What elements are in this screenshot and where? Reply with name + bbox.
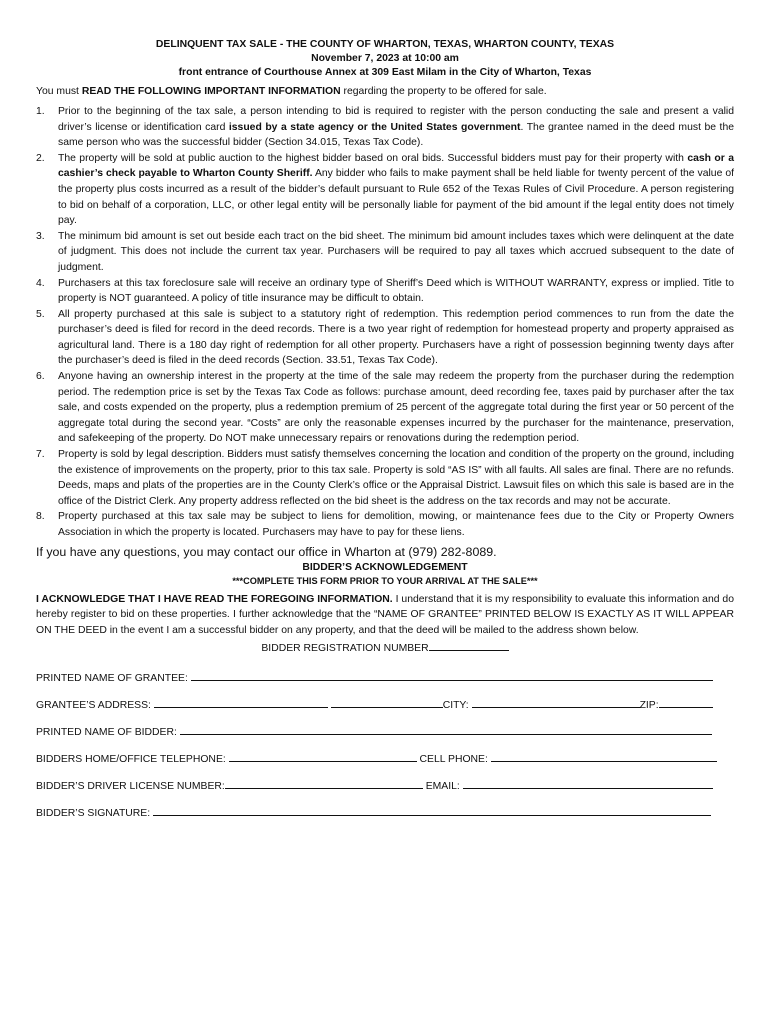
cell-phone-label: CELL PHONE: bbox=[419, 753, 488, 765]
bidder-name-field[interactable] bbox=[180, 723, 712, 735]
bidder-name-label: PRINTED NAME OF BIDDER: bbox=[36, 726, 177, 738]
rule-item: 2. The property will be sold at public auction to the highest bidder based on oral bids. Successful bidders must pay for their property with cash or a cashier’s check payable to Wharton County Sheriff. Any bidder who fails to make payment shall be held liable for twenty percent of the value of the property plus costs incurred as a result of the bidder’s default pursuant to Rule 652 of the Texas Rules of Civil Procedure. A person registering to bid on behalf of a corporation, LLC, or other legal entity will be personally liable for payment of the bid amount if the legal entity does not timely pay. bbox=[36, 152, 734, 227]
grantee-address-field[interactable] bbox=[154, 696, 328, 708]
rule-item: 3. The minimum bid amount is set out beside each tract on the bid sheet. The minimum bid amount includes taxes which were delinquent at the date of judgment. This does not include the current tax year. Purchasers will be required to pay all taxes which accrued subsequent to the date of judgment. bbox=[36, 230, 734, 273]
acknowledgement-subtitle: ***COMPLETE THIS FORM PRIOR TO YOUR ARRIVAL AT THE SALE*** bbox=[232, 575, 538, 586]
grantee-name-label: PRINTED NAME OF GRANTEE: bbox=[36, 672, 188, 684]
acknowledgement-text: I ACKNOWLEDGE THAT I HAVE READ THE FOREGOING INFORMATION. I understand that it is my responsibility to evaluate this information and do hereby register to bid on these properties. I further acknowledge that the “NAME OF GRANTEE” PRINTED BELOW IS EXACTLY AS IT WILL APPEAR ON THE DEED in the event I am a successful bidder on any property, and that the deed will be mailed to the address shown below. bbox=[36, 593, 734, 636]
cell-phone-field[interactable] bbox=[491, 750, 717, 762]
city-label: CITY: bbox=[442, 699, 469, 711]
telephone-label: BIDDERS HOME/OFFICE TELEPHONE: bbox=[36, 753, 226, 765]
rule-item: 4. Purchasers at this tax foreclosure sale will receive an ordinary type of Sheriff’s Deed which is WITHOUT WARRANTY, express or implied. Title to property is NOT guaranteed. A policy of title insurance may be difficult to obtain. bbox=[36, 277, 734, 305]
license-field[interactable] bbox=[225, 777, 423, 789]
email-field[interactable] bbox=[463, 777, 713, 789]
document-header bbox=[36, 38, 734, 79]
header-title: DELINQUENT TAX SALE - THE COUNTY OF WHARTON, TEXAS, WHARTON COUNTY, TEXAS bbox=[155, 39, 615, 50]
zip-field[interactable] bbox=[659, 696, 713, 708]
city-field[interactable] bbox=[472, 696, 640, 708]
registration-number-label: BIDDER REGISTRATION NUMBER bbox=[261, 643, 429, 655]
bidder-name-row bbox=[36, 723, 734, 738]
signature-row bbox=[36, 804, 734, 819]
rule-item: 5. All property purchased at this sale is subject to a statutory right of redemption. This redemption period commences to run from the date the purchaser’s deed is filed for record in the deed records. There is a two year right of redemption for homestead property and property appraised as agricultural land. There is a 180 day right of redemption for all other property. Purchasers have a right of possession beginning twenty days after the purchaser’s deed is filed in the deed records (Section. 33.51, Texas Tax Code). bbox=[36, 308, 734, 367]
registration-number-row bbox=[36, 639, 734, 657]
contact-line: If you have any questions, you may contact our office in Wharton at (979) 282-8089. bbox=[36, 544, 497, 559]
signature-field[interactable] bbox=[153, 804, 711, 816]
grantee-name-field[interactable] bbox=[191, 669, 713, 681]
rule-item: 1. Prior to the beginning of the tax sale, a person intending to bid is required to register with the person conducting the sale and present a valid driver’s license or identification card issued by a state agency or the United States government. The grantee named in the deed must be the same person who was the successful bidder (Section 34.015, Texas Tax Code). bbox=[36, 105, 735, 149]
signature-label: BIDDER’S SIGNATURE: bbox=[36, 807, 151, 819]
grantee-name-row bbox=[36, 669, 734, 684]
rule-item: 6. Anyone having an ownership interest in the property at the time of the sale may redeem the property from the purchaser during the redemption period. The redemption price is set by the Texas Tax Code as follows: purchase amount, deed recording fee, taxes paid by purchaser after the tax sale, and costs expended on the property, plus a redemption premium of 25 percent of the aggregate total during the first year or 50 percent of the aggregate total during the second year. “Costs” are only the reasonable expenses incurred by the purchaser for the maintenance, preservation, and safekeeping of the property. Do NOT make unnecessary repairs or renovations during the redemption period. bbox=[36, 371, 734, 445]
email-label: EMAIL: bbox=[425, 780, 460, 792]
document-page bbox=[36, 38, 734, 819]
license-label: BIDDER’S DRIVER LICENSE NUMBER: bbox=[36, 780, 225, 792]
acknowledgement-title: BIDDER’S ACKNOWLEDGEMENT bbox=[302, 561, 468, 573]
grantee-address-field-2[interactable] bbox=[331, 696, 443, 708]
intro-bold: READ THE FOLLOWING IMPORTANT INFORMATION bbox=[81, 86, 341, 98]
registration-number-field[interactable] bbox=[429, 639, 509, 651]
grantee-address-label: GRANTEE’S ADDRESS: bbox=[36, 699, 151, 711]
license-row bbox=[36, 777, 734, 792]
telephone-field[interactable] bbox=[229, 750, 417, 762]
telephone-row bbox=[36, 750, 734, 765]
rules-list bbox=[36, 104, 734, 541]
header-date: November 7, 2023 at 10:00 am bbox=[311, 52, 459, 64]
rule-item: 8. Property purchased at this tax sale may be subject to liens for demolition, mowing, or maintenance fees due to the City or Property Owners Association in which the property is located. Purchasers may have to pay for these liens. bbox=[36, 511, 734, 539]
header-location: front entrance of Courthouse Annex at 309 East Milam in the City of Wharton, Texas bbox=[178, 66, 592, 78]
intro-paragraph: You must READ THE FOLLOWING IMPORTANT INFORMATION regarding the property to be offered for sale. bbox=[36, 86, 547, 98]
zip-label: ZIP: bbox=[639, 699, 659, 711]
grantee-address-row bbox=[36, 696, 734, 711]
rule-item: 7. Property is sold by legal description. Bidders must satisfy themselves concerning the location and condition of the property on the ground, including the existence of improvements on the property, prior to this tax sale. Property is sold “AS IS” with all faults. All sales are final. There are no refunds. Deeds, maps and plats of the properties are in the County Clerk’s office or the Appraisal District. Lawsuit files on which this sale is based are in the office of the District Clerk. Any property address reflected on the bid sheet is the address on the tax records and may not be accurate. bbox=[36, 449, 734, 507]
